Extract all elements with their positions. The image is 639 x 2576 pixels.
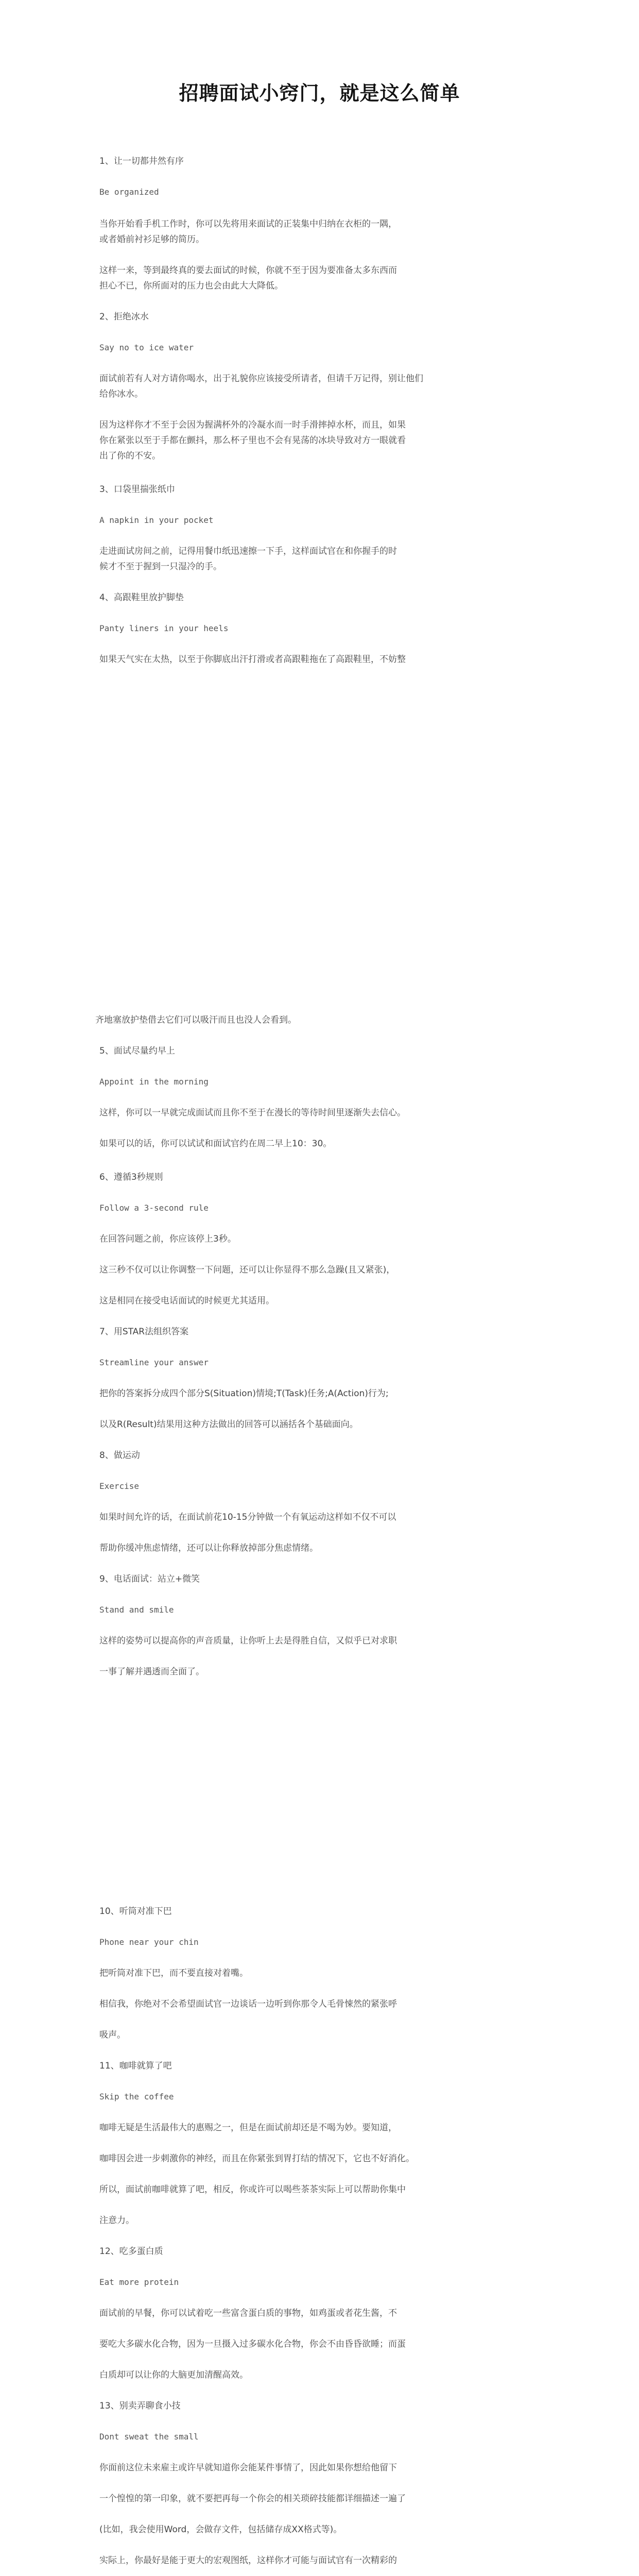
section-11-english: Skip the coffee xyxy=(99,2092,174,2102)
section-1-paragraph: 或者婚前衬衫足够的简历。 xyxy=(99,234,204,245)
section-7-paragraph: 把你的答案拆分成四个部分S(Situation)情境;T(Task)任务;A(Action)行为; xyxy=(99,1388,389,1399)
section-2-heading: 2、拒绝冰水 xyxy=(99,312,149,322)
section-9-english: Stand and smile xyxy=(99,1605,174,1615)
section-2-english: Say no to ice water xyxy=(99,343,194,352)
section-10-paragraph: 把听筒对准下巴，而不要直接对着嘴。 xyxy=(99,1968,248,1978)
section-4-english: Panty liners in your heels xyxy=(99,623,229,633)
section-11-paragraph: 所以，面试前咖啡就算了吧，相反，你或许可以喝些茶茶实际上可以帮助你集中 xyxy=(99,2184,406,2195)
section-6-english: Follow a 3-second rule xyxy=(99,1203,209,1213)
section-6-paragraph: 这三秒不仅可以让你调整一下问题，还可以让你显得不那么急躁(且又紧张)， xyxy=(99,1265,395,1275)
section-2-paragraph: 给你冰水。 xyxy=(99,389,143,399)
section-5-heading: 5、面试尽量约早上 xyxy=(99,1046,175,1056)
section-5-paragraph: 这样，你可以一早就完成面试而且你不至于在漫长的等待时间里逐渐失去信心。 xyxy=(99,1108,406,1118)
section-3-paragraph: 候才不至于握到一只湿冷的手。 xyxy=(99,562,222,572)
section-9-paragraph: 这样的姿势可以提高你的声音质量，让你听上去是得胜自信，又似乎已对求职 xyxy=(99,1636,397,1646)
section-3-paragraph: 走进面试房间之前，记得用餐巾纸迅速擦一下手，这样面试官在和你握手的时 xyxy=(99,546,397,556)
section-12-paragraph: 面试前的早餐，你可以试着吃一些富含蛋白质的事物，如鸡蛋或者花生酱，不 xyxy=(99,2308,397,2318)
page-title: 招聘面试小窍门，就是这么简单 xyxy=(179,81,460,105)
section-8-paragraph: 帮助你缓冲焦虑情绪，还可以让你释放掉部分焦虑情绪。 xyxy=(99,1543,318,1553)
blank-space xyxy=(99,1685,552,1886)
section-7-english: Streamline your answer xyxy=(99,1358,209,1367)
section-8-paragraph: 如果时间允许的话，在面试前花10-15分钟做一个有氧运动这样如不仅不可以 xyxy=(99,1512,396,1522)
section-11-paragraph: 咖啡因会进一步刺激你的神经，而且在你紧张到胃打结的情况下，它也不好消化。 xyxy=(99,2154,415,2164)
section-13-paragraph: (比如，我会使用Word，会做存文件，包括储存成XX格式等)。 xyxy=(99,2524,342,2535)
section-12-paragraph: 白质却可以让你的大脑更加清醒高效。 xyxy=(99,2370,248,2380)
section-3-english: A napkin in your pocket xyxy=(99,515,214,525)
section-10-english: Phone near your chin xyxy=(99,1937,199,1947)
section-10-paragraph: 吸声。 xyxy=(99,2030,126,2040)
section-6-paragraph: 这是相同在接受电话面试的时候更尤其适用。 xyxy=(99,1296,274,1306)
section-1-paragraph: 当你开始看手机工作时，你可以先将用来面试的正装集中归纳在衣柜的一隅， xyxy=(99,219,397,229)
section-10-heading: 10、听筒对准下巴 xyxy=(99,1906,172,1917)
section-7-paragraph: 以及R(Result)结果用这种方法做出的回答可以涵括各个基础面向。 xyxy=(99,1419,358,1430)
section-5-paragraph: 如果可以的话，你可以试试和面试官约在周二早上10：30。 xyxy=(99,1139,332,1149)
section-4-paragraph: 齐地塞放护垫借去它们可以吸汗而且也没人会看到。 xyxy=(95,1015,297,1025)
section-7-heading: 7、用STAR法组织答案 xyxy=(99,1327,189,1337)
section-1-paragraph: 担心不已，你所面对的压力也会由此大大降低。 xyxy=(99,281,283,291)
section-12-english: Eat more protein xyxy=(99,2277,179,2287)
section-8-english: Exercise xyxy=(99,1481,140,1491)
blank-space xyxy=(99,2573,552,2576)
section-8-heading: 8、做运动 xyxy=(99,1450,140,1461)
section-2-paragraph: 因为这样你才不至于会因为握满杯外的冷凝水而一时手滑摔掉水杯，而且，如果 xyxy=(99,420,406,430)
section-9-paragraph: 一事了解并遇透而全面了。 xyxy=(99,1667,204,1677)
section-12-paragraph: 要吃大多碳水化合物，因为一旦摄入过多碳水化合物，你会不由昏昏欲睡；而蛋 xyxy=(99,2339,406,2349)
section-11-paragraph: 咖啡无疑是生活最伟大的惠赐之一，但是在面试前却还是不喝为妙。要知道， xyxy=(99,2123,397,2133)
section-12-heading: 12、吃多蛋白质 xyxy=(99,2246,163,2257)
section-10-paragraph: 相信我，你绝对不会希望面试官一边谈话一边听到你那令人毛骨悚然的紧张呼 xyxy=(99,1999,397,2009)
section-13-english: Dont sweat the small xyxy=(99,2432,199,2442)
section-13-paragraph: 一个惶惶的第一印象，就不要把再每一个你会的相关琐碎技能都详细描述一遍了 xyxy=(99,2494,406,2504)
section-1-english: Be organized xyxy=(99,187,159,197)
section-1-paragraph: 这样一来，等到最终真的要去面试的时候，你就不至于因为要准备太多东西而 xyxy=(99,265,397,276)
section-1-heading: 1、让一切都井然有序 xyxy=(99,156,184,166)
section-13-heading: 13、别卖弄聊食小技 xyxy=(99,2401,181,2411)
section-11-paragraph: 注意力。 xyxy=(99,2215,134,2226)
section-2-paragraph: 你在紧张以至于手都在颤抖，那么杯子里也不会有晃荡的冰块导致对方一眼就看 xyxy=(99,435,406,446)
section-6-paragraph: 在回答问题之前，你应该停上3秒。 xyxy=(99,1234,236,1244)
section-4-heading: 4、高跟鞋里放护脚垫 xyxy=(99,592,184,603)
section-11-heading: 11、咖啡就算了吧 xyxy=(99,2061,172,2071)
section-13-paragraph: 实际上，你最好是能于更大的宏观图纸，这样你才可能与面试官有一次精彩的 xyxy=(99,2555,397,2566)
section-13-paragraph: 你面前这位未来雇主或许早就知道你会能某件事情了，因此如果你想给他留下 xyxy=(99,2463,397,2473)
section-2-paragraph: 面试前若有人对方请你喝水，出于礼貌你应该接受所请者，但请千万记得，别让他们 xyxy=(99,374,423,384)
section-4-paragraph: 如果天气实在太热，以至于你脚底出汗打滑或者高跟鞋拖在了高跟鞋里，不妨整 xyxy=(99,654,406,665)
section-2-paragraph: 出了你的不安。 xyxy=(99,451,161,461)
section-5-english: Appoint in the morning xyxy=(99,1077,209,1087)
blank-space xyxy=(99,670,552,979)
section-9-heading: 9、电话面试：站立+微笑 xyxy=(99,1574,200,1584)
section-3-heading: 3、口袋里揣张纸巾 xyxy=(99,484,175,495)
section-6-heading: 6、遵循3秒规则 xyxy=(99,1172,163,1182)
